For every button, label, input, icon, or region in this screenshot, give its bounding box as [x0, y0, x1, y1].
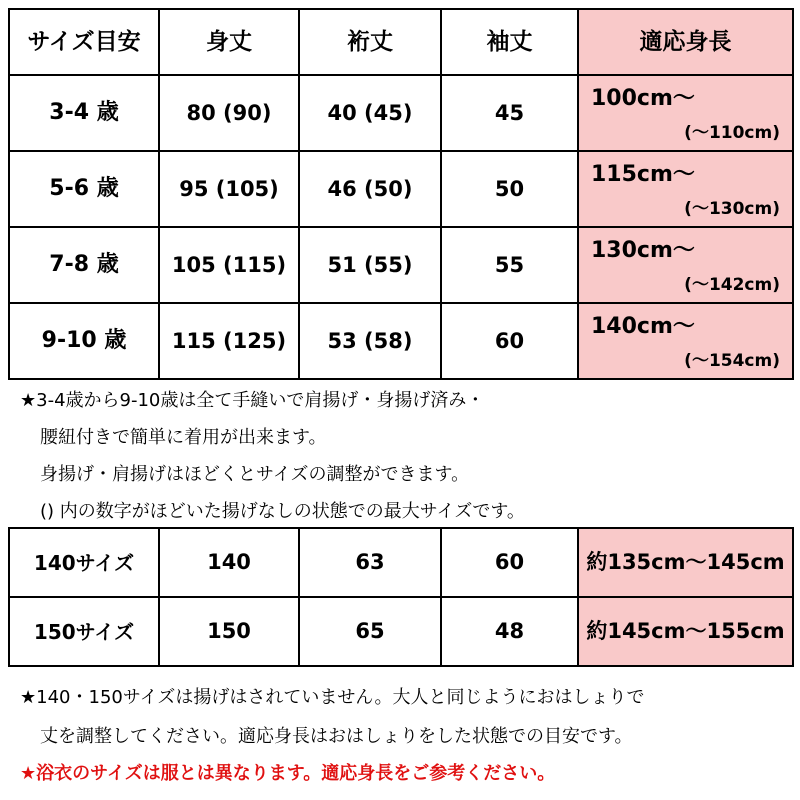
table-row: [9, 528, 793, 597]
header-sode: 袖丈: [441, 9, 578, 75]
warning-note: ★浴衣のサイズは服とは異なります。適応身長をご参考ください。: [20, 763, 556, 784]
yuki-cell: 63: [299, 528, 441, 597]
size-cell: 5-6 歳: [9, 151, 159, 227]
size-cell: 3-4 歳: [9, 75, 159, 151]
height-sub: (〜142cm): [684, 275, 780, 295]
note-line: 腰紐付きで簡単に着用が出来ます。: [40, 427, 327, 448]
table-row: [9, 597, 793, 666]
table-row: [9, 151, 793, 227]
height-cell: [578, 227, 793, 303]
sode-cell: 50: [441, 151, 578, 227]
mitake-cell: 115 (125): [159, 303, 299, 379]
mitake-cell: 80 (90): [159, 75, 299, 151]
sode-cell: 55: [441, 227, 578, 303]
mitake-cell: 140: [159, 528, 299, 597]
yuki-cell: 65: [299, 597, 441, 666]
sode-cell: 45: [441, 75, 578, 151]
height-cell: [578, 151, 793, 227]
size-cell: 140サイズ: [9, 528, 159, 597]
mitake-cell: 95 (105): [159, 151, 299, 227]
yuki-cell: 40 (45): [299, 75, 441, 151]
header-height: 適応身長: [578, 9, 793, 75]
height-main: 130cm〜: [591, 238, 695, 263]
note-line: ★140・150サイズは揚げはされていません。大人と同じようにおはしょりで: [20, 687, 645, 708]
sode-cell: 60: [441, 528, 578, 597]
table-row: [9, 303, 793, 379]
header-yuki: 裄丈: [299, 9, 441, 75]
note-line: 丈を調整してください。適応身長はおはしょりをした状態での目安です。: [40, 726, 633, 747]
sode-cell: 60: [441, 303, 578, 379]
adult-size-table: [8, 527, 794, 667]
height-main: 100cm〜: [591, 86, 695, 111]
table-row: [9, 227, 793, 303]
height-main: 115cm〜: [591, 162, 695, 187]
height-main: 140cm〜: [591, 314, 695, 339]
sode-cell: 48: [441, 597, 578, 666]
size-table: [8, 8, 794, 380]
note-line: 身揚げ・肩揚げはほどくとサイズの調整ができます。: [40, 464, 470, 485]
size-cell: 7-8 歳: [9, 227, 159, 303]
height-sub: (〜154cm): [684, 351, 780, 371]
yuki-cell: 51 (55): [299, 227, 441, 303]
header-size: サイズ目安: [9, 9, 159, 75]
table-header-row: [9, 9, 793, 75]
height-cell: [578, 303, 793, 379]
mitake-cell: 105 (115): [159, 227, 299, 303]
height-cell: 約145cm〜155cm: [578, 597, 793, 666]
note-line: () 内の数字がほどいた揚げなしの状態での最大サイズです。: [40, 501, 525, 522]
yuki-cell: 46 (50): [299, 151, 441, 227]
size-cell: 150サイズ: [9, 597, 159, 666]
note-line: ★3-4歳から9-10歳は全て手縫いで肩揚げ・身揚げ済み・: [20, 390, 485, 411]
header-mitake: 身丈: [159, 9, 299, 75]
size-cell: 9-10 歳: [9, 303, 159, 379]
height-sub: (〜130cm): [684, 199, 780, 219]
height-cell: 約135cm〜145cm: [578, 528, 793, 597]
yuki-cell: 53 (58): [299, 303, 441, 379]
height-cell: [578, 75, 793, 151]
table-row: [9, 75, 793, 151]
mitake-cell: 150: [159, 597, 299, 666]
height-sub: (〜110cm): [684, 123, 780, 143]
